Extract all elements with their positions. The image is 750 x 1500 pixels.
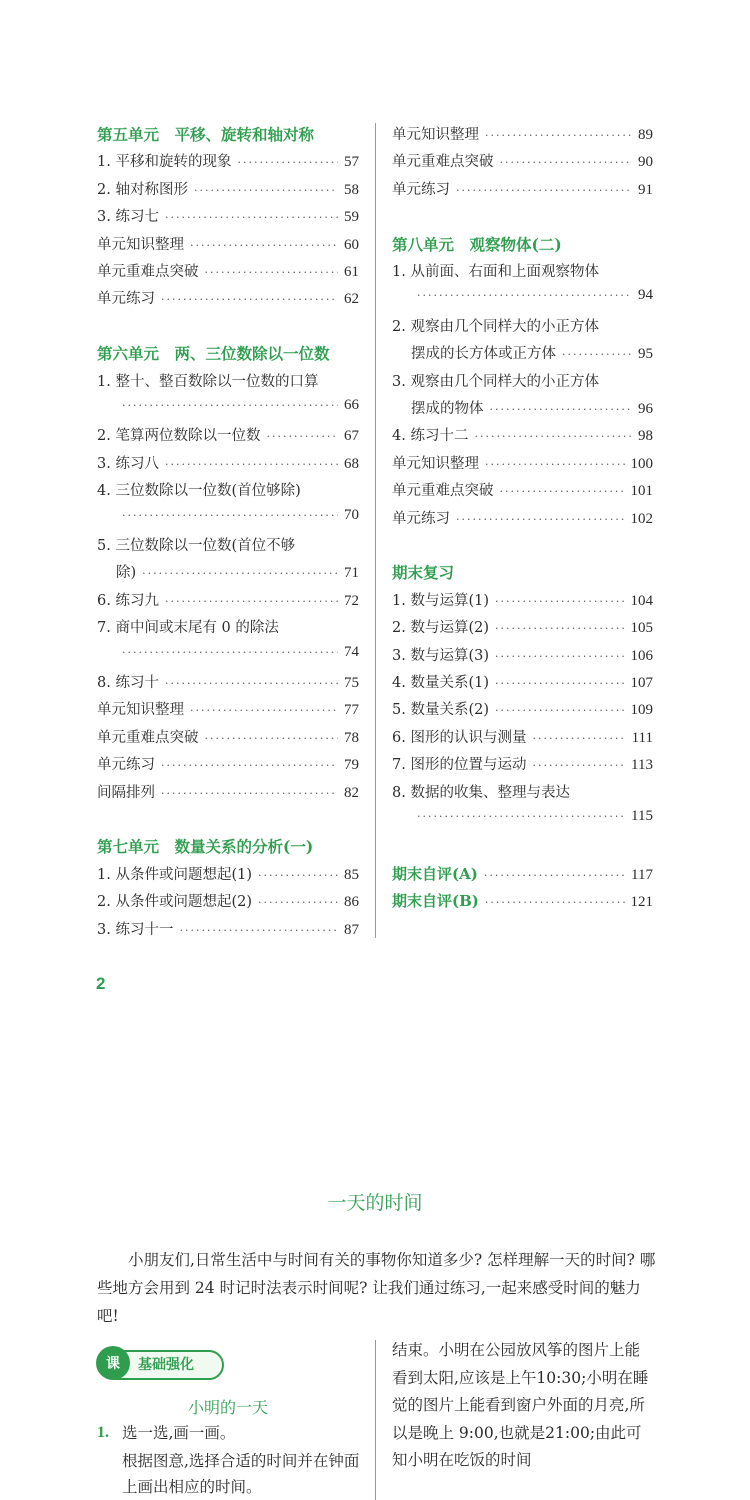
toc-entry[interactable] bbox=[392, 178, 653, 198]
toc-page-number: 78 bbox=[344, 729, 359, 746]
toc-entry-label: 7. 图形的位置与运动 bbox=[392, 757, 527, 774]
toc-page-number: 91 bbox=[638, 181, 653, 198]
toc-page-number: 107 bbox=[630, 675, 653, 691]
toc-entry[interactable] bbox=[392, 287, 653, 307]
toc-page-number: 58 bbox=[344, 181, 359, 198]
toc-leader-dots bbox=[122, 509, 338, 522]
toc-leader-dots bbox=[532, 732, 625, 745]
toc-entry[interactable] bbox=[392, 671, 653, 691]
toc-page-number: 98 bbox=[638, 428, 653, 445]
toc-leader-dots bbox=[122, 399, 338, 412]
toc-entry[interactable] bbox=[392, 781, 653, 801]
toc-entry-label: 单元知识整理 bbox=[97, 702, 184, 719]
toc-entry[interactable] bbox=[97, 397, 359, 417]
toc-leader-dots bbox=[258, 896, 338, 909]
toc-leader-dots bbox=[495, 595, 625, 608]
toc-page-number: 72 bbox=[344, 592, 359, 609]
badge-label: 基础强化 bbox=[138, 1357, 194, 1373]
unit-title: 期末复习 bbox=[392, 563, 455, 583]
toc-entry-label: 单元重难点突破 bbox=[392, 483, 494, 500]
toc-entry-label: 4. 三位数除以一位数(首位够除) bbox=[97, 483, 301, 500]
unit-title: 第七单元 数量关系的分析(一) bbox=[97, 837, 314, 857]
toc-entry[interactable] bbox=[392, 644, 653, 664]
toc-entry[interactable] bbox=[97, 863, 359, 883]
toc-entry-label: 单元重难点突破 bbox=[392, 154, 494, 171]
toc-entry-label: 2. 从条件或问题想起(2) bbox=[97, 894, 252, 911]
toc-entry-label: 3. 数与运算(3) bbox=[392, 647, 489, 664]
toc-entry-label: 单元知识整理 bbox=[392, 455, 479, 472]
toc-entry-label: 除) bbox=[116, 565, 137, 582]
toc-page-number: 87 bbox=[344, 921, 359, 938]
toc-entry[interactable] bbox=[392, 260, 653, 280]
toc-page-number: 86 bbox=[344, 894, 359, 911]
toc-entry[interactable] bbox=[97, 890, 359, 910]
toc-entry-label: 单元知识整理 bbox=[97, 236, 184, 253]
toc-entry[interactable] bbox=[97, 260, 359, 280]
toc-leader-dots bbox=[532, 759, 625, 772]
toc-page-number: 57 bbox=[344, 154, 359, 171]
toc-leader-dots bbox=[495, 677, 625, 690]
lesson-icon: 课 bbox=[96, 1346, 130, 1380]
column-divider bbox=[375, 123, 376, 938]
toc-leader-dots bbox=[500, 485, 625, 498]
toc-leader-dots bbox=[179, 924, 338, 937]
toc-entry-label: 3. 观察由几个同样大的小正方体 bbox=[392, 373, 599, 390]
toc-entry[interactable] bbox=[97, 781, 359, 801]
toc-entry[interactable] bbox=[97, 287, 359, 307]
toc-leader-dots bbox=[190, 239, 338, 252]
toc-entry[interactable] bbox=[392, 589, 653, 609]
toc-page-number: 115 bbox=[631, 808, 653, 824]
toc-leader-dots bbox=[484, 869, 625, 882]
toc-leader-dots bbox=[495, 622, 625, 635]
toc-entry-label: 5. 数量关系(2) bbox=[392, 702, 489, 719]
toc-entry[interactable] bbox=[392, 370, 653, 390]
toc-page-number: 113 bbox=[631, 757, 653, 774]
toc-leader-dots bbox=[142, 567, 338, 580]
page-number: 2 bbox=[96, 974, 106, 993]
toc-entry[interactable] bbox=[392, 123, 653, 143]
toc-page-number: 121 bbox=[630, 894, 653, 911]
toc-leader-dots bbox=[161, 787, 338, 800]
toc-entry[interactable] bbox=[392, 424, 653, 444]
toc-page-number: 109 bbox=[630, 702, 653, 719]
toc-page-number: 89 bbox=[638, 127, 653, 143]
toc-leader-dots bbox=[165, 595, 338, 608]
toc-leader-dots bbox=[495, 650, 625, 663]
toc-page-number: 117 bbox=[631, 866, 653, 883]
toc-entry-label: 8. 练习十 bbox=[97, 675, 159, 691]
toc-page-number: 67 bbox=[344, 428, 359, 445]
toc-entry[interactable] bbox=[97, 534, 359, 554]
toc-entry[interactable] bbox=[392, 753, 653, 773]
toc-entry[interactable] bbox=[392, 342, 653, 362]
toc-leader-dots bbox=[500, 156, 633, 169]
question-body: 根据图意,选择合适的时间并在钟面上画出相应的时间。 bbox=[122, 1452, 360, 1496]
toc-page-number: 61 bbox=[344, 264, 359, 280]
toc-page-number: 71 bbox=[344, 565, 359, 582]
toc-entry-label: 单元练习 bbox=[97, 291, 155, 308]
toc-entry-label: 8. 数据的收集、整理与表达 bbox=[392, 784, 570, 801]
toc-page-number: 100 bbox=[630, 455, 653, 472]
toc-leader-dots bbox=[194, 184, 338, 197]
toc-entry-label: 2. 数与运算(2) bbox=[392, 620, 489, 637]
toc-leader-dots bbox=[456, 184, 632, 197]
toc-entry-label: 摆成的物体 bbox=[411, 401, 484, 417]
section-badge bbox=[96, 1346, 224, 1380]
toc-entry-label: 期末自评(A) bbox=[392, 864, 478, 883]
toc-entry[interactable] bbox=[392, 890, 653, 910]
toc-leader-dots bbox=[266, 430, 338, 443]
toc-page-number: 94 bbox=[638, 287, 653, 304]
toc-entry-label: 1. 从前面、右面和上面观察物体 bbox=[392, 264, 599, 280]
toc-page-number: 102 bbox=[630, 510, 653, 527]
unit-title: 第六单元 两、三位数除以一位数 bbox=[97, 344, 330, 364]
toc-leader-dots bbox=[161, 759, 338, 772]
toc-entry-label: 3. 练习八 bbox=[97, 455, 159, 472]
toc-entry-label: 1. 从条件或问题想起(1) bbox=[97, 866, 252, 883]
toc-page-number: 79 bbox=[344, 757, 359, 774]
toc-entry[interactable] bbox=[97, 671, 359, 691]
toc-leader-dots bbox=[165, 677, 338, 690]
toc-leader-dots bbox=[495, 704, 625, 717]
toc-entry[interactable] bbox=[97, 150, 359, 170]
toc-entry-label: 3. 练习七 bbox=[97, 209, 159, 226]
toc-entry-label: 期末自评(B) bbox=[392, 892, 479, 911]
toc-entry[interactable] bbox=[392, 452, 653, 472]
toc-page-number: 60 bbox=[344, 236, 359, 253]
toc-entry-label: 5. 三位数除以一位数(首位不够 bbox=[97, 538, 296, 554]
toc-entry-label: 6. 练习九 bbox=[97, 592, 159, 609]
toc-entry-label: 3. 练习十一 bbox=[97, 921, 174, 938]
toc-page-number: 95 bbox=[638, 346, 653, 363]
toc-page-number: 96 bbox=[638, 401, 653, 417]
toc-leader-dots bbox=[485, 129, 632, 142]
toc-entry-label: 1. 数与运算(1) bbox=[392, 592, 489, 609]
toc-entry-label: 单元练习 bbox=[392, 510, 450, 527]
toc-leader-dots bbox=[122, 646, 338, 659]
toc-entry-label: 6. 图形的认识与测量 bbox=[392, 729, 527, 746]
toc-entry[interactable] bbox=[97, 424, 359, 444]
toc-entry[interactable] bbox=[97, 918, 359, 938]
toc-page-number: 82 bbox=[344, 784, 359, 801]
toc-page-number: 59 bbox=[344, 209, 359, 226]
toc-page-number: 101 bbox=[630, 483, 653, 500]
toc-entry[interactable] bbox=[392, 698, 653, 718]
toc-entry[interactable] bbox=[392, 315, 653, 335]
toc-page-number: 74 bbox=[344, 643, 359, 660]
toc-page-number: 68 bbox=[344, 455, 359, 472]
toc-entry-label: 1. 整十、整百数除以一位数的口算 bbox=[97, 373, 319, 390]
toc-entry[interactable] bbox=[392, 507, 653, 527]
toc-entry-label: 单元练习 bbox=[392, 181, 450, 198]
toc-entry[interactable] bbox=[97, 205, 359, 225]
column-divider-bottom bbox=[375, 1340, 376, 1500]
toc-entry[interactable] bbox=[97, 589, 359, 609]
toc-page-number: 106 bbox=[630, 647, 653, 664]
unit-title: 第八单元 观察物体(二) bbox=[392, 234, 562, 254]
toc-entry-label: 2. 笔算两位数除以一位数 bbox=[97, 428, 261, 445]
toc-leader-dots bbox=[485, 458, 625, 471]
toc-entry-label: 1. 平移和旋转的现象 bbox=[97, 154, 232, 171]
toc-entry[interactable] bbox=[97, 507, 359, 527]
question-prompt: 选一选,画一画。 bbox=[122, 1424, 236, 1442]
toc-leader-dots bbox=[205, 266, 339, 279]
toc-leader-dots bbox=[417, 289, 632, 302]
toc-entry[interactable] bbox=[392, 726, 653, 746]
toc-entry-label: 单元重难点突破 bbox=[97, 264, 199, 280]
toc-entry-label: 2. 观察由几个同样大的小正方体 bbox=[392, 318, 599, 335]
toc-entry[interactable] bbox=[97, 726, 359, 746]
toc-leader-dots bbox=[165, 458, 338, 471]
toc-leader-dots bbox=[258, 869, 338, 882]
lesson-intro: 小朋友们,日常生活中与时间有关的事物你知道多少? 怎样理解一天的时间? 哪些地方会用到 24 时记时法表示时间呢? 让我们通过练习,一起来感受时间的魅力吧! bbox=[97, 1251, 656, 1325]
toc-leader-dots bbox=[205, 732, 339, 745]
toc-entry[interactable] bbox=[392, 616, 653, 636]
toc-entry[interactable] bbox=[392, 808, 653, 828]
toc-entry[interactable] bbox=[97, 753, 359, 773]
unit-title: 第五单元 平移、旋转和轴对称 bbox=[97, 125, 315, 144]
answer-text: 结束。小明在公园放风筝的图片上能看到太阳,应该是上午10:30;小明在睡觉的图片上能看到窗户外面的月亮,所以是晚上 9:00,也就是21:00;由此可知小明在吃饭的时间 bbox=[392, 1341, 649, 1469]
toc-leader-dots bbox=[474, 430, 632, 443]
toc-entry-label: 4. 练习十二 bbox=[392, 428, 469, 445]
toc-entry-label: 7. 商中间或末尾有 0 的除法 bbox=[97, 620, 279, 637]
toc-leader-dots bbox=[417, 810, 625, 823]
toc-entry-label: 摆成的长方体或正方体 bbox=[411, 346, 556, 363]
toc-page-number: 75 bbox=[344, 675, 359, 691]
toc-page-number: 66 bbox=[344, 397, 359, 413]
toc-page-number: 104 bbox=[630, 592, 653, 609]
toc-entry[interactable] bbox=[392, 397, 653, 417]
toc-entry[interactable] bbox=[392, 479, 653, 499]
toc-entry[interactable] bbox=[97, 233, 359, 253]
toc-entry[interactable] bbox=[97, 561, 359, 581]
toc-page-number: 105 bbox=[630, 620, 653, 637]
toc-leader-dots bbox=[562, 348, 632, 361]
toc-leader-dots bbox=[490, 403, 633, 416]
toc-entry[interactable] bbox=[97, 452, 359, 472]
toc-entry-label: 单元知识整理 bbox=[392, 127, 479, 143]
toc-entry-label: 单元重难点突破 bbox=[97, 729, 199, 746]
toc-entry-label: 4. 数量关系(1) bbox=[392, 675, 489, 691]
toc-page-number: 85 bbox=[344, 866, 359, 883]
toc-entry[interactable] bbox=[392, 150, 653, 170]
toc-entry[interactable] bbox=[97, 370, 359, 390]
toc-entry-label: 间隔排列 bbox=[97, 784, 155, 801]
toc-entry[interactable] bbox=[97, 698, 359, 718]
toc-entry-label: 单元练习 bbox=[97, 757, 155, 774]
toc-leader-dots bbox=[237, 156, 338, 169]
question-number: 1. bbox=[97, 1424, 109, 1441]
toc-page-number: 90 bbox=[638, 154, 653, 171]
toc-page-number: 62 bbox=[344, 291, 359, 308]
toc-entry-label: 2. 轴对称图形 bbox=[97, 181, 188, 198]
toc-entry[interactable] bbox=[97, 178, 359, 198]
toc-leader-dots bbox=[161, 293, 338, 306]
section-subtitle: 小明的一天 bbox=[187, 1398, 268, 1417]
toc-entry[interactable] bbox=[97, 479, 359, 499]
toc-entry[interactable] bbox=[97, 644, 359, 664]
toc-leader-dots bbox=[485, 896, 625, 909]
toc-leader-dots bbox=[456, 513, 625, 526]
toc-leader-dots bbox=[165, 211, 338, 224]
toc-page-number: 70 bbox=[344, 506, 359, 523]
toc-page-number: 77 bbox=[344, 702, 359, 719]
lesson-title: 一天的时间 bbox=[327, 1192, 423, 1214]
toc-entry[interactable] bbox=[97, 616, 359, 636]
toc-leader-dots bbox=[190, 704, 338, 717]
toc-entry[interactable] bbox=[392, 863, 653, 883]
toc-page-number: 111 bbox=[631, 729, 653, 746]
